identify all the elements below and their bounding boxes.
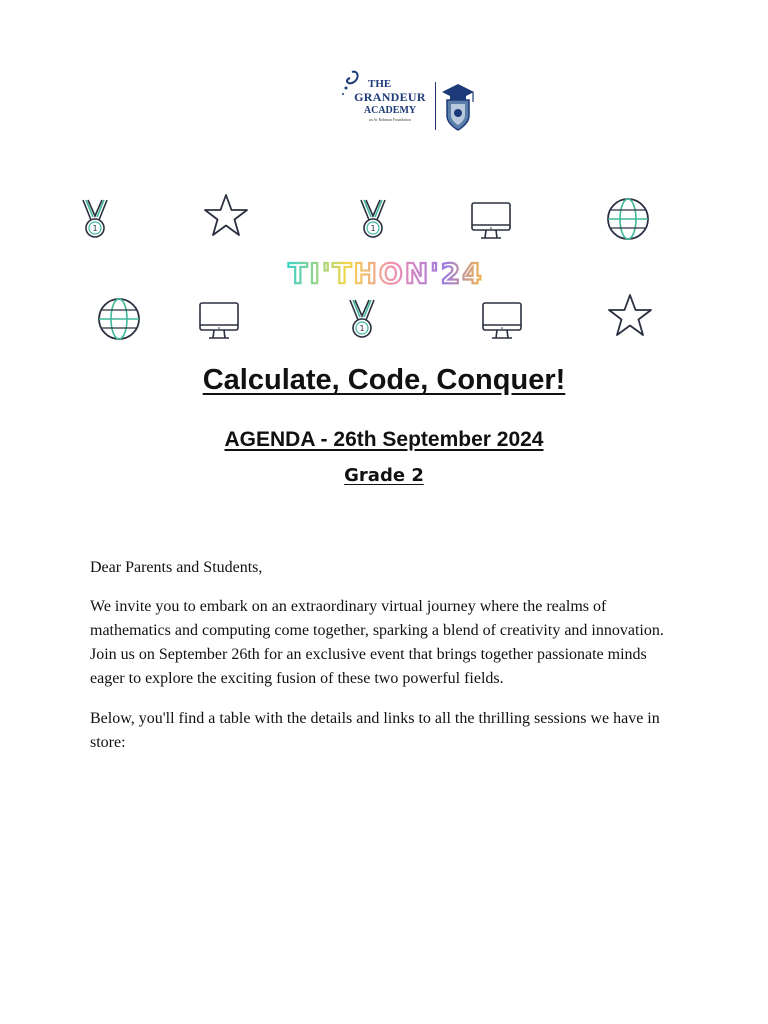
logo-tagline: an Ar Rahman Foundation xyxy=(368,117,412,122)
monitor-icon xyxy=(481,300,523,342)
logo-line-grandeur: GRANDEUR xyxy=(354,90,426,104)
logo-wordmark xyxy=(346,78,434,123)
medal-icon xyxy=(78,198,112,240)
globe-icon xyxy=(96,296,142,342)
greeting: Dear Parents and Students, xyxy=(90,559,263,576)
logo-line-the: THE xyxy=(368,78,392,90)
logo-line-academy: ACADEMY xyxy=(363,105,417,116)
tithon-banner xyxy=(255,256,517,292)
banner-text: TI'THON'24 xyxy=(288,257,484,290)
svg-text:1: 1 xyxy=(359,324,365,333)
sessions-paragraph: Below, you'll find a table with the details and links to all the thrilling sessions we have in store: xyxy=(90,710,660,751)
intro-paragraph: We invite you to embark on an extraordinary virtual journey where the realms of mathematics and computing come together, sparking a blend of creativity and innovation. Join us on September 26th for an exclusive event that brings together passionate minds eager to explore the exciting fusion of these two powerful fields. xyxy=(90,598,664,687)
agenda-heading: AGENDA - 26th September 2024 xyxy=(224,428,544,451)
globe-icon xyxy=(605,196,651,242)
medal-icon xyxy=(356,198,390,240)
graduation-cap-shield-icon xyxy=(440,82,476,132)
monitor-icon xyxy=(470,200,512,242)
grade-heading: Grade 2 xyxy=(344,465,424,486)
svg-text:1: 1 xyxy=(92,224,98,233)
star-icon xyxy=(202,193,250,239)
star-icon xyxy=(606,293,654,339)
page-title: Calculate, Code, Conquer! xyxy=(202,364,566,396)
svg-text:1: 1 xyxy=(370,224,376,233)
logo-divider xyxy=(435,82,436,130)
academy-logo xyxy=(338,68,478,138)
medal-icon xyxy=(345,298,379,340)
monitor-icon xyxy=(198,300,240,342)
